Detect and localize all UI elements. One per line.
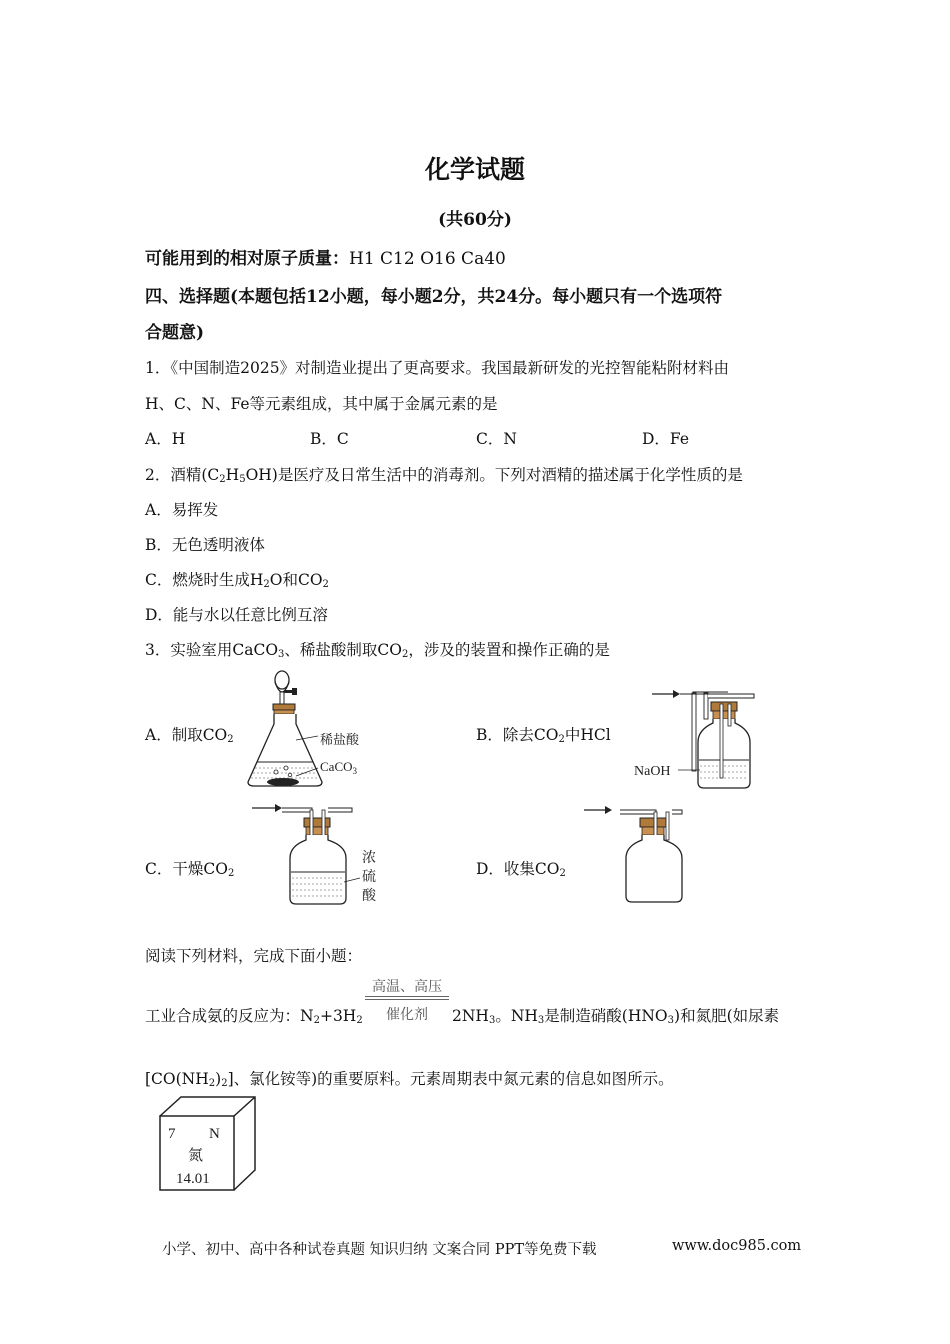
products-post: 是制造硝酸(HNO (544, 1007, 668, 1025)
reaction-products: $2NH_3$。$NH_3$是制造硝酸$(HNO_3)$和氮肥(如尿素 (452, 1007, 780, 1026)
q3-option-c-text: C．干燥CO (145, 860, 228, 878)
q1-option-c: C．N (476, 430, 517, 448)
products-end: )和氮肥(如尿素 (674, 1007, 780, 1025)
fig-c-liquid-label-3: 酸 (362, 888, 376, 904)
atomic-mass-label: 可能用到的相对原子质量： (145, 249, 349, 269)
reading-line2-post: ) (215, 1070, 222, 1088)
fig-c-liquid-label-1: 浓 (362, 850, 376, 866)
fig-a-acid-label: 稀盐酸 (320, 733, 360, 748)
footer-website-link[interactable]: www.doc985.com (672, 1238, 802, 1254)
total-score: (共60分) (438, 210, 512, 230)
drying-bottle-figure (250, 800, 390, 908)
reading-line2: $[CO(NH_2)_2]$、氯化铵等)的重要原料。元素周期表中氮元素的信息如图所示。 (145, 1070, 674, 1089)
reactants-mid: +3H (319, 1007, 357, 1025)
q2-option-d: D．能与水以任意比例互溶 (145, 606, 328, 624)
nitrogen-element-cell (155, 1094, 261, 1194)
q2-stem: 2．酒精$(C_2H_5OH)$是医疗及日常生活中的消毒剂。下列对酒精的描述属于化学性质的是 (145, 466, 743, 485)
q2-option-c: C．燃烧时生成$H_2O$和$CO_2$ (145, 571, 329, 590)
element-number: 7 (168, 1126, 176, 1142)
q3-option-b: B．除去$CO_2$中HCl (476, 726, 611, 745)
element-symbol: N (209, 1126, 220, 1142)
q2-option-c-pre: C．燃烧时生成H (145, 571, 264, 589)
section-heading-line1: 四、选择题(本题包括12小题，每小题2分，共24分。每小题只有一个选项符 (145, 287, 723, 307)
atomic-mass-line (145, 244, 506, 269)
reaction-condition-bottom: 催化剂 (386, 1007, 428, 1023)
products-pre: 2NH (452, 1007, 489, 1025)
reading-line2-pre: [CO(NH (145, 1070, 209, 1088)
q2-option-c-mid: O和CO (269, 571, 323, 589)
q3-stem-post: ，涉及的装置和操作正确的是 (408, 641, 610, 659)
fig-a-solid-label: CaCO$_3$ (320, 759, 357, 776)
q1-stem-line2: H、C、N、Fe等元素组成，其中属于金属元素的是 (145, 395, 498, 413)
q3-option-d-text: D．收集CO (476, 860, 560, 878)
naoh-wash-bottle-figure (630, 686, 760, 792)
q2-option-a: A．易挥发 (145, 501, 219, 519)
reaction-equals-line-2 (365, 999, 449, 1000)
q3-option-a: A．制取$CO_2$ (145, 726, 234, 745)
collection-bottle-figure (580, 800, 700, 906)
q3-stem: 3．实验室用CaCO$_3$、稀盐酸制取$CO_2$，涉及的装置和操作正确的是 (145, 641, 610, 660)
page-title: 化学试题 (424, 155, 525, 184)
q2-stem-post: OH)是医疗及日常生活中的消毒剂。下列对酒精的描述属于化学性质的是 (245, 466, 743, 484)
q3-option-a-text: A．制取CO (145, 726, 228, 744)
q1-option-d: D．Fe (642, 430, 690, 448)
q3-stem-pre: 3．实验室用CaCO (145, 641, 279, 659)
q1-stem-line1: 1．《中国制造2025》对制造业提出了更高要求。我国最新研发的光控智能粘附材料由 (145, 359, 730, 377)
q3-option-d: D．收集$CO_2$ (476, 860, 566, 879)
atomic-mass-values: H1 C12 O16 Ca40 (349, 249, 506, 269)
reaction-reactants: 工业合成氨的反应为：$N_2+3H_2$ (145, 1007, 363, 1026)
footer-promo-text: 小学、初中、高中各种试卷真题 知识归纳 文案合同 PPT等免费下载 (162, 1242, 597, 1258)
q3-option-b-pre: B．除去CO (476, 726, 559, 744)
q3-stem-mid: 、稀盐酸制取CO (284, 641, 402, 659)
element-name: 氮 (188, 1146, 204, 1164)
fig-c-liquid-label-2: 硫 (362, 869, 376, 885)
q1-option-a: A．H (145, 430, 186, 448)
q3-option-b-post: 中HCl (564, 726, 611, 744)
element-mass: 14.01 (176, 1171, 210, 1187)
q2-option-b: B．无色透明液体 (145, 536, 265, 554)
section-heading-line2: 合题意) (145, 323, 205, 343)
reactants-pre: 工业合成氨的反应为：N (145, 1007, 314, 1025)
reading-line2-end: ]、氯化铵等)的重要原料。元素周期表中氮元素的信息如图所示。 (227, 1070, 674, 1088)
q3-option-c: C．干燥$CO_2$ (145, 860, 235, 879)
q2-stem-pre: 2．酒精(C (145, 466, 220, 484)
fig-b-liquid-label: NaOH (634, 764, 671, 779)
reaction-condition-top: 高温、高压 (372, 979, 442, 995)
products-mid: 。NH (495, 1007, 538, 1025)
reaction-equals-line-1 (365, 996, 449, 997)
flask-apparatus-figure (240, 668, 380, 796)
reading-intro: 阅读下列材料，完成下面小题： (145, 947, 363, 965)
q1-option-b: B．C (310, 430, 349, 448)
